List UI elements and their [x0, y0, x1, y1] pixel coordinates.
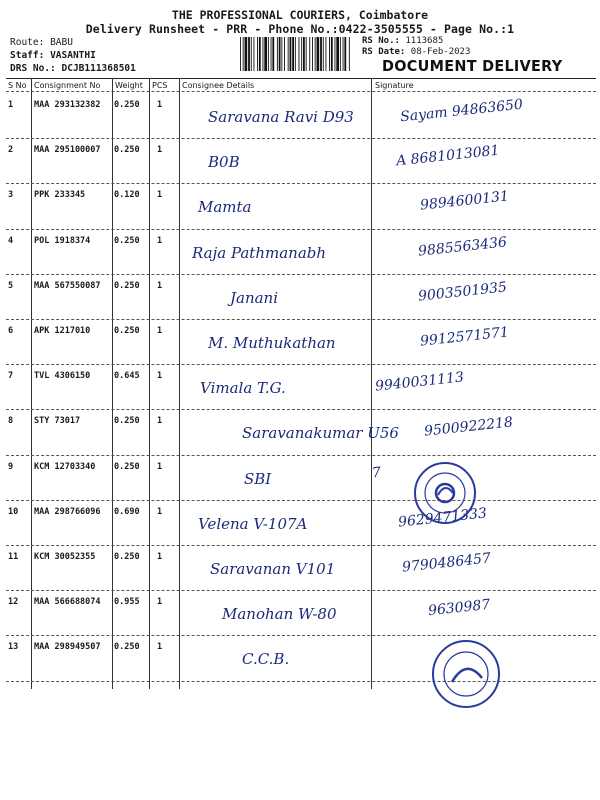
route-line — [10, 36, 136, 49]
row-consignment-no: APK 1217010 — [34, 326, 91, 336]
row-divider — [6, 274, 596, 275]
row-consignee-handwriting: Manohan W-80 — [222, 605, 337, 624]
row-pcs: 1 — [157, 235, 163, 246]
row-consignee-handwriting: Mamta — [198, 198, 252, 217]
row-sno: 12 — [8, 597, 19, 608]
row-consignment-no: MAA 293132382 — [34, 100, 101, 110]
row-sno: 11 — [8, 552, 19, 562]
row-signature-handwriting: 9790486457 — [401, 550, 492, 576]
row-weight: 0.250 — [114, 145, 140, 156]
row-signature-handwriting: 9894600131 — [419, 188, 510, 215]
row-consignment-no: MAA 566688074 — [34, 597, 101, 608]
row-signature-handwriting: 9629471333 — [397, 505, 488, 531]
row-signature-handwriting: 9940031113 — [374, 369, 465, 395]
header-rule — [6, 91, 596, 92]
staff-line — [10, 49, 136, 62]
col-divider — [31, 78, 32, 689]
row-signature-handwriting: 9912571571 — [419, 324, 510, 350]
row-consignee-handwriting: Saravanakumar U56 — [242, 424, 399, 443]
col-header-pcs: PCS — [152, 81, 168, 90]
row-signature-handwriting: 9500922218 — [423, 414, 514, 441]
row-weight: 0.250 — [114, 461, 140, 472]
row-divider — [6, 138, 596, 139]
row-divider — [6, 635, 596, 636]
row-weight: 0.120 — [114, 190, 140, 201]
row-consignment-no: POL 1918374 — [34, 235, 91, 246]
office-stamp-icon — [412, 460, 478, 526]
row-consignment-no: MAA 567550087 — [34, 280, 101, 291]
row-consignment-no: PPK 233345 — [34, 190, 86, 201]
row-weight: 0.250 — [114, 552, 140, 562]
row-pcs: 1 — [157, 461, 163, 472]
row-divider — [6, 545, 596, 546]
row-consignee-handwriting: C.C.B. — [242, 650, 290, 669]
row-weight: 0.955 — [114, 597, 140, 608]
barcode — [240, 37, 350, 71]
company-title: THE PROFESSIONAL COURIERS, Coimbatore — [171, 8, 429, 22]
row-divider — [6, 229, 596, 230]
row-consignee-handwriting: Saravana Ravi D93 — [208, 108, 354, 126]
row-consignment-no: MAA 298766096 — [34, 506, 101, 517]
row-sno: 1 — [8, 100, 14, 110]
row-divider — [6, 319, 596, 320]
staff-value: VASANTHI — [50, 50, 96, 61]
drs-label: DRS No.: — [10, 63, 56, 74]
row-sno: 10 — [8, 506, 19, 517]
row-pcs: 1 — [157, 506, 163, 517]
row-consignee-handwriting: Vimala T.G. — [200, 379, 286, 398]
row-weight: 0.250 — [114, 326, 140, 336]
row-sno: 5 — [8, 280, 14, 291]
row-signature-handwriting: A 8681013081 — [395, 142, 501, 170]
rs-no-line — [362, 36, 470, 47]
row-consignee-handwriting: Velena V-107A — [198, 514, 308, 533]
row-divider — [6, 590, 596, 591]
row-consignment-no: STY 73017 — [34, 416, 81, 427]
row-weight: 0.250 — [114, 642, 140, 653]
row-divider — [6, 409, 596, 410]
rs-no-value: 1113685 — [405, 36, 444, 46]
row-pcs: 1 — [157, 190, 163, 201]
row-signature-handwriting: 9630987 — [427, 596, 492, 620]
row-signature-handwriting: Sayam 94863650 — [399, 96, 524, 126]
col-divider — [371, 78, 372, 689]
row-sno: 13 — [8, 642, 19, 653]
row-consignment-no: TVL 4306150 — [34, 371, 91, 382]
runsheet-subtitle: Delivery Runsheet - PRR - Phone No.:0422-3505555 - Page No.:1 — [85, 22, 515, 36]
drs-line — [10, 62, 136, 75]
row-sno: 9 — [8, 461, 14, 472]
row-sno: 4 — [8, 235, 14, 246]
row-pcs: 1 — [157, 100, 163, 110]
row-signature-handwriting: 7 — [371, 464, 382, 482]
route-label: Route: — [10, 37, 45, 48]
row-pcs: 1 — [157, 371, 163, 382]
rs-date-value: 08-Feb-2023 — [410, 47, 471, 57]
rs-no-label: RS No.: — [362, 36, 400, 46]
col-header-consignee: Consignee Details — [182, 81, 255, 90]
col-header-sno: S No — [8, 81, 27, 90]
row-consignment-no: KCM 12703340 — [34, 461, 96, 472]
col-header-consignment: Consignment No — [34, 81, 101, 90]
rs-date-label: RS Date: — [362, 47, 406, 57]
row-consignment-no: MAA 298949507 — [34, 642, 101, 653]
row-sno: 6 — [8, 326, 14, 336]
row-weight: 0.250 — [114, 235, 140, 246]
row-pcs: 1 — [157, 280, 163, 291]
route-info — [10, 36, 136, 75]
row-divider — [6, 455, 596, 456]
row-consignee-handwriting: B0B — [208, 153, 240, 172]
row-sno: 7 — [8, 371, 14, 382]
row-consignment-no: MAA 295100007 — [34, 145, 101, 156]
row-signature-handwriting: 9885563436 — [417, 233, 508, 260]
col-divider — [149, 78, 150, 689]
row-consignee-handwriting: SBI — [244, 469, 272, 488]
row-pcs: 1 — [157, 326, 163, 336]
row-divider — [6, 364, 596, 365]
row-sno: 2 — [8, 145, 14, 156]
drs-value: DCJB111368501 — [61, 63, 136, 74]
row-sno: 8 — [8, 416, 14, 427]
staff-label: Staff: — [10, 50, 45, 61]
row-consignee-handwriting: Raja Pathmanabh — [192, 243, 327, 262]
row-pcs: 1 — [157, 416, 163, 427]
row-weight: 0.250 — [114, 280, 140, 291]
row-pcs: 1 — [157, 145, 163, 156]
document-delivery-stamp: DOCUMENT DELIVERY — [382, 57, 563, 75]
route-value: BABU — [50, 37, 73, 48]
office-stamp-icon — [430, 638, 502, 710]
row-weight: 0.250 — [114, 100, 140, 110]
row-signature-handwriting: 9003501935 — [417, 279, 508, 305]
col-divider — [112, 78, 113, 689]
row-weight: 0.250 — [114, 416, 140, 427]
col-header-weight: Weight — [115, 81, 143, 90]
row-consignee-handwriting: M. Muthukathan — [208, 334, 336, 352]
row-weight: 0.645 — [114, 371, 140, 382]
row-pcs: 1 — [157, 642, 163, 653]
col-header-signature: Signature — [375, 81, 414, 90]
rs-info — [362, 36, 470, 58]
row-divider — [6, 681, 596, 682]
row-divider — [6, 183, 596, 184]
row-pcs: 1 — [157, 597, 163, 608]
row-sno: 3 — [8, 190, 14, 201]
table-top-rule — [6, 78, 596, 79]
col-divider — [179, 78, 180, 689]
row-consignee-handwriting: Janani — [230, 288, 279, 307]
row-consignee-handwriting: Saravanan V101 — [210, 560, 336, 578]
row-divider — [6, 500, 596, 501]
row-weight: 0.690 — [114, 506, 140, 517]
row-pcs: 1 — [157, 552, 163, 562]
row-consignment-no: KCM 30052355 — [34, 552, 96, 562]
